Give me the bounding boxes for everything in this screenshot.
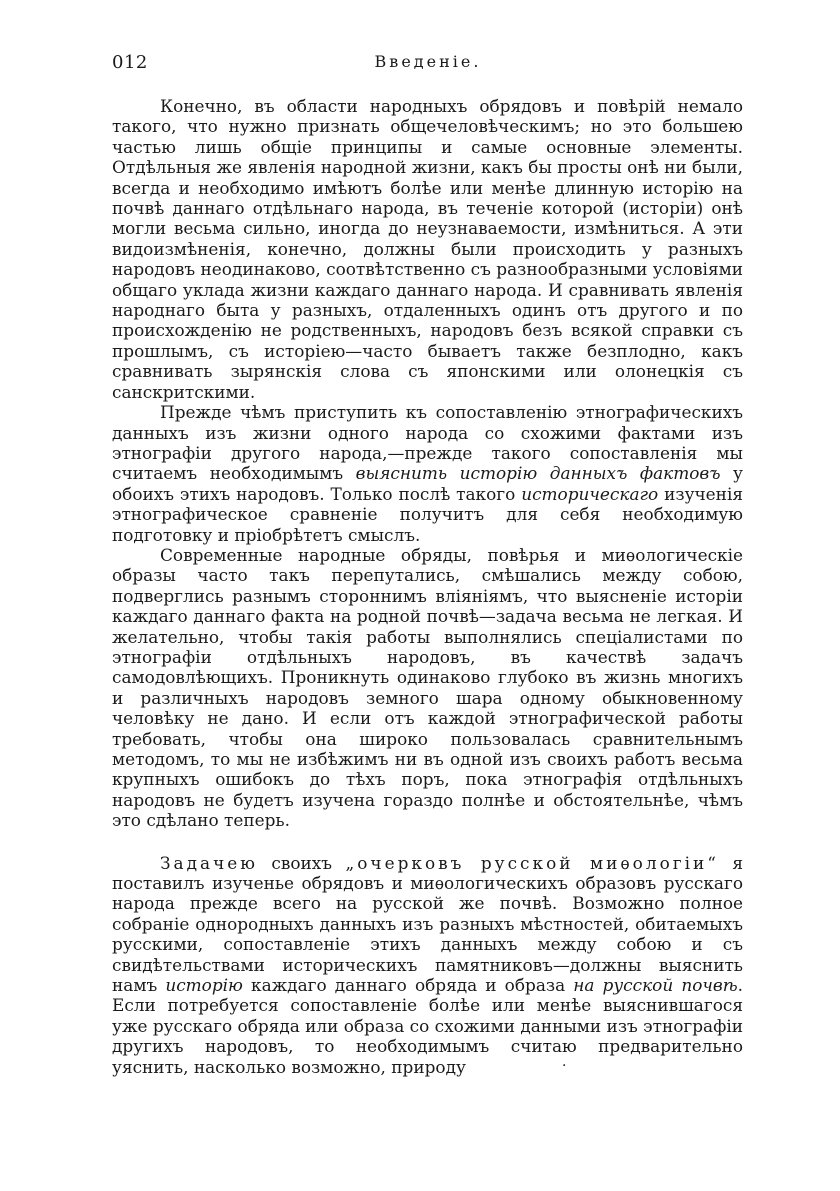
paragraph-4-spaced-title: „очерковъ русской миѳологіи“ [345, 852, 719, 873]
paragraph-4-spaced-a: Задачею [160, 852, 258, 873]
paragraph-4-text-c: каждаго даннаго обряда и образа [242, 975, 574, 996]
page-body [112, 96, 743, 1077]
paragraph-4-text-a: своихъ [257, 852, 346, 873]
paragraph-2-text-b: у обоихъ этихъ народовъ. Только послѣ такого [112, 463, 743, 504]
paragraph-2-emphasis-b: историческаго [521, 483, 659, 504]
paragraph-2-emphasis-a: выяснить исторію данныхъ фактовъ [355, 463, 721, 484]
paragraph-1: Конечно, въ области народныхъ обрядовъ и повѣрій немало такого, что нужно признать общечеловѣческимъ; но это большею частью лишь общіе принципы и самые основные элементы. Отдѣльныя же явленія народной жизни, какъ бы просты онѣ ни были, всегда и необходимо имѣютъ болѣе или менѣе длинную исторію на почвѣ даннаго отдѣльнаго народа, въ теченіе которой (исторіи) онѣ могли весьма сильно, иногда до неузнаваемости, измѣниться. А эти видоизмѣненія, конечно, должны были происходить у разныхъ народовъ неодинаково, соотвѣтственно съ разнообразными условіями общаго уклада жизни каждаго даннаго народа. И сравнивать явленія народнаго быта у разныхъ, отдаленныхъ одинъ отъ другого и по происхожденію не родственныхъ, народовъ безъ всякой справки съ прошлымъ, съ исторіею—часто бываетъ также безплодно, какъ сравнивать зырянскія слова съ японскими или олонецкія съ санскритскими. [112, 96, 743, 402]
paragraph-4-emphasis-b: на русской почвѣ [573, 975, 738, 996]
paragraph-4-text-d: . Если потребуется сопоставленіе болѣе или менѣе выяснившагося уже русскаго обряда или образа со схожими данными изъ этнографіи другихъ народовъ, то необходимымъ считаю предварительно уяснить, насколько возможно, природу [112, 975, 743, 1077]
page-header [112, 52, 744, 76]
paragraph-4-emphasis-a: исторію [165, 975, 243, 996]
paragraph-3: Современные народные обряды, повѣрья и миѳологическіе образы часто такъ перепутались, смѣшались между собою, подверглись разнымъ стороннимъ вліяніямъ, что выясненіе исторіи каждаго даннаго факта на родной почвѣ—задача весьма не легкая. И желательно, чтобы такія работы выполнялись спеціалистами по этнографіи отдѣльныхъ народовъ, въ качествѣ задачъ самодовлѣющихъ. Проникнуть одинаково глубоко въ жизнь многихъ и различныхъ народовъ земного шара одному обыкновенному человѣку не дано. И если отъ каждой этнографической работы требовать, чтобы она широко пользовалась сравнительнымъ методомъ, то мы не избѣжимъ ни въ одной изъ своихъ работъ весьма крупныхъ ошибокъ до тѣхъ поръ, пока этнографія отдѣльныхъ народовъ не будетъ изучена гораздо полнѣе и обстоятельнѣе, чѣмъ это сдѣлано теперь. [112, 544, 743, 831]
paragraph-4 [112, 853, 743, 1077]
running-title: Введеніе. [374, 52, 482, 71]
page-number: 012 [112, 52, 148, 73]
stray-mark: · [562, 1058, 567, 1074]
paragraph-2-text-a: Прежде чѣмъ приступить къ сопоставленію этнографическихъ данныхъ изъ жизни одного народа со схожими фактами изъ этнографіи другого народа,—прежде такого сопоставленія мы считаемъ необходимымъ [112, 402, 743, 484]
paragraph-4-text-b: я поставилъ изученье обрядовъ и миѳологическихъ образовъ русскаго народа прежде всего на русской же почвѣ. Возможно полное собраніе однородныхъ данныхъ изъ разныхъ мѣстностей, обитаемыхъ русскими, сопоставленіе этихъ данныхъ между собою и съ свидѣтельствами историческихъ памятниковъ—должны выяснить намъ [112, 852, 743, 996]
paragraph-2 [112, 402, 743, 545]
paragraph-2-text-c: изученія этнографическое сравненіе получитъ для себя необходимую подготовку и пріобрѣтетъ смыслъ. [112, 483, 743, 545]
